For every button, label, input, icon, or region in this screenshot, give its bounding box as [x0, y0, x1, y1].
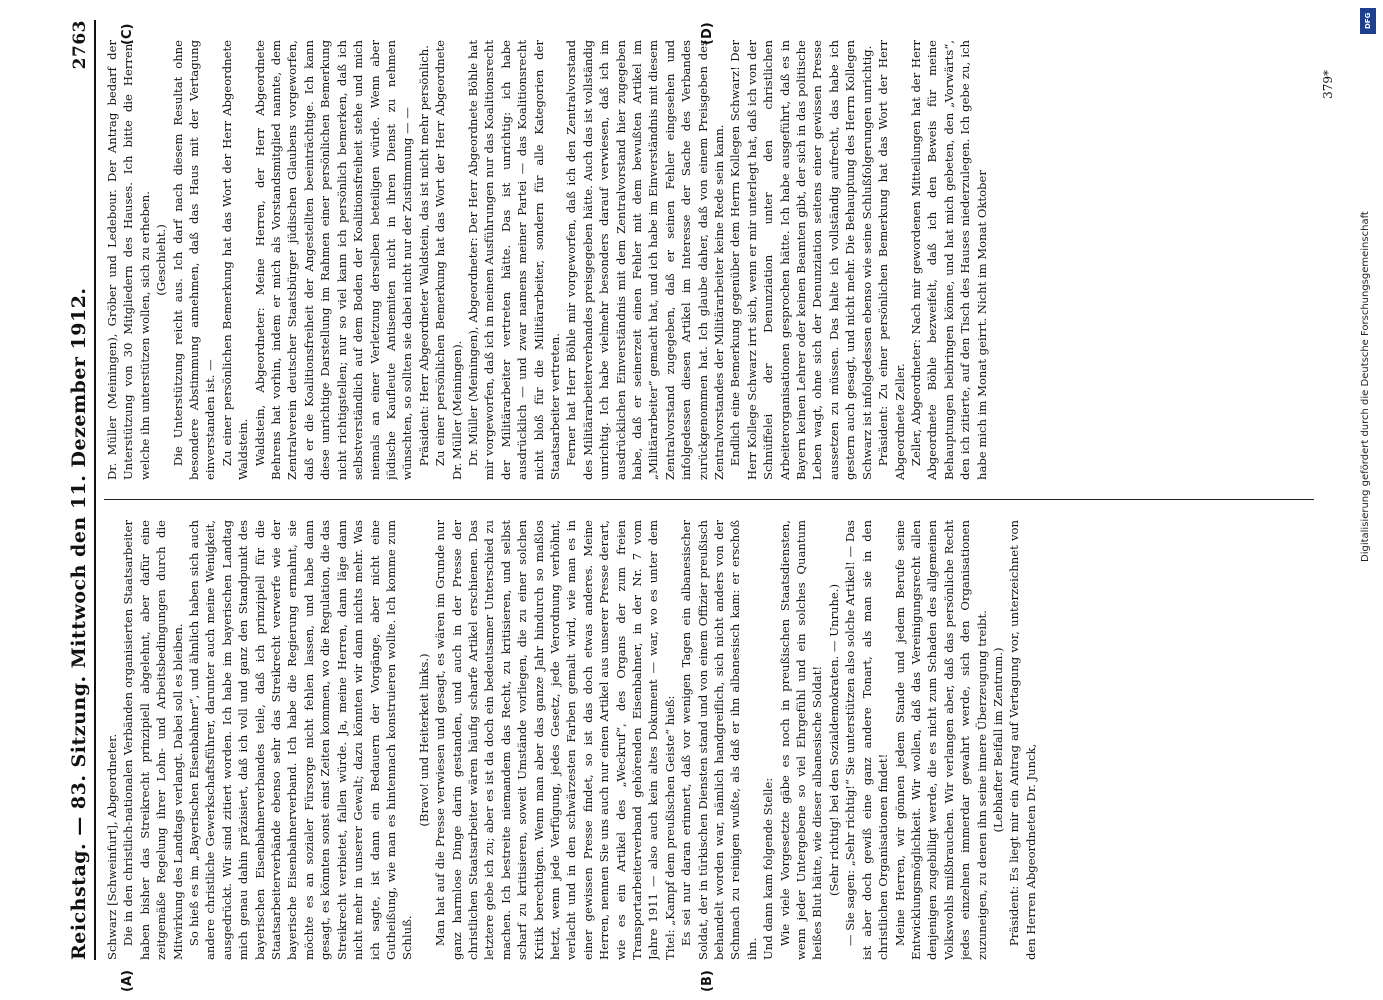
digitization-credit	[1360, 8, 1376, 992]
header-title: Reichstag. — 83. Sitzung. Mittwoch den 11. Dezember 1912.	[68, 287, 90, 960]
paragraph: Man hat auf die Presse verwiesen und gesagt, es wären im Grunde nur ganz harmlose Dinge darin gestanden, und auch in der Presse der christlichen Staatsarbeiter wären häufig scharfe Artikel erschienen. Das letztere gebe ich zu; aber es ist da doch ein bedeutsamer Unterschied zu machen. Ich bestreite niemandem das Recht, zu kritisieren, und selbst scharf zu kritisieren, soweit Umstände vorliegen, die zu einer solchen Kritik berechtigen. Wenn man aber das ganze Jahr hindurch so maßlos hetzt, wenn jede Verfügung, jedes Gesetz, jede Verordnung verhöhnt, verlacht und in den schwärzesten Farben gemalt wird, wie man es in einer gewissen Presse findet, so ist das doch etwas anderes. Meine Herren, nennen Sie uns auch nur einen Artikel aus unserer Presse derart, wie es ein Artikel des „Weckruf“, des Organs der zum freien Transportarbeiterverband gehörenden Eisenbahner, in der Nr. 7 vom Jahre 1911 — also auch kein altes Dokument — war, wo es unter dem Titel: „Kampf dem preußischen Geiste“ hieß:	[433, 520, 677, 960]
paragraph: Meine Herren, wir gönnen jedem Stande und jedem Berufe seine Entwicklungsmöglichkeit. Wir wollen, daß das Vereinigungsrecht allen denjenigen zugebilligt werde, die es nicht zum Schaden des allgemeinen Volkswohls mißbrauchen. Wir verlangen aber, daß das persönliche Recht jedes einzelnen immerdar gewahrt werde, sich den Organisationen zuzuneigen, zu denen ihn seine innere Überzeugung treibt.	[892, 520, 989, 960]
paragraph: Präsident: Zu einer persönlichen Bemerkung hat das Wort der Herr Abgeordnete Zeller.	[876, 40, 907, 480]
paragraph: Zu einer persönlichen Bemerkung hat das Wort der Herr Abgeordnete Waldstein.	[219, 40, 251, 480]
paragraph: Zeller, Abgeordneter: Nach mir gewordenen Mitteilungen hat der Herr Abgeordnete Böhle bezweifelt, daß ich den Beweis für meine Behauptungen beibringen könne, und hat mich gebeten, den „Vorwärts“, den ich zitierte, auf den Tisch des Hauses niederzulegen. Ich gebe zu, ich habe mich im Monat geirrt. Nicht im Monat Oktober	[908, 40, 989, 480]
margin-marker-b: (B)	[700, 970, 715, 992]
dfg-logo-icon: DFG	[1360, 8, 1376, 34]
paragraph: Die Unterstützung reicht aus. Ich darf nach diesem Resultat ohne besondere Abstimmung annehmen, daß das Haus mit der Vertagung einverstanden ist. —	[170, 40, 218, 480]
page-header	[60, 20, 96, 960]
quote: Es sei nur daran erinnert, daß vor wenigen Tagen ein albanesischer Soldat, der in türkischen Diensten stand und von einem Offizier preußisch behandelt worden war, nämlich handgreiflich, sich nicht anders von der Schmach zu reinigen wußte, als daß er ihn albanesisch kam: er erschoß ihn.	[679, 520, 759, 960]
margin-marker-a: (A)	[120, 970, 135, 992]
page-number: 2763	[70, 20, 90, 70]
paragraph: — Sie sagen: „Sehr richtig!“ Sie unterstützen also solche Artikel! — Das ist aber doch gewiß eine ganz andere Tonart, als man sie in den christlichen Organisationen findet!	[843, 520, 891, 960]
interjection: (Sehr richtig! bei den Sozialdemokraten. — Unruhe.)	[826, 584, 841, 896]
credit-text: Digitalisierung gefördert durch die Deutsche Forschungsgemeinschaft	[1360, 211, 1371, 562]
paragraph: Ferner hat Herr Böhle mir vorgeworfen, daß ich den Zentralvorstand des Militärarbeiterverbandes preisgegeben hätte. Auch das ist vollständig unrichtig. Ich habe vielmehr besonders darauf verwiesen, daß ich im ausdrücklichen Einverständnis mit dem Zentralvorstand hier zugegeben habe, daß er seinerzeit einen Fehler mit dem bewußten Artikel im „Militärarbeiter“ gemacht hat, und ich habe im Einverständnis mit diesem Zentralvorstand zugegeben, daß er seinen Fehler eingesehen und infolgedessen diesen Artikel im Interesse der Sache des Verbandes zurückgenommen hat. Ich glaube daher, daß von einem Preisgeben des Zentralvorstandes der Militärarbeiter keine Rede sein kann.	[564, 40, 727, 480]
signature-mark: 379*	[1321, 70, 1335, 99]
paragraph: Endlich eine Bemerkung gegenüber dem Herrn Kollegen Schwarz! Der Herr Kollege Schwarz irrt sich, wenn er mir unterlegt hat, daß ich von der Schnüffelei der Denunziation unter den christlichen Arbeiterorganisationen gesprochen hätte. Ich habe ausgeführt, daß es in Bayern keinen Lehrer oder keinen Beamten gibt, der sich in das politische Leben wagt, ohne sich der Denunziation seitens einer gewissen Presse aussetzen zu müssen. Das halte ich vollständig aufrecht, das habe ich gestern auch gesagt, und nicht mehr. Die Behauptung des Herrn Kollegen Schwarz ist infolgedessen ebenso wie seine Schlußfolgerungen unrichtig.	[728, 40, 874, 480]
paragraph: So hieß es im „Bayerischen Eisenbahner“, und ähnlich haben sich auch andere christliche Gewerkschaftsführer, darunter auch meine Wenigkeit, ausgedrückt. Wir sind zitiert worden. Ich habe im bayerischen Landtag mich genau dahin präzisiert, daß ich voll und ganz den Standpunkt des bayerischen Eisenbahnerverbandes teile, daß ich prinzipiell für die Staatsarbeiterverbände ebenso sehr das Streikrecht verwerfe wie der bayerische Eisenbahnerverband. Ich habe die Regierung ermahnt, sie möchte es an sozialer Fürsorge nicht fehlen lassen, und habe dann gesagt, es könnten sonst einst Zeiten kommen, wo die Regulation, die das Streikrecht verbietet, fallen würde. Ja, meine Herren, dann läge dann nicht mehr in unserer Gewalt; dazu könnten wir dann nichts mehr. Was ich sagte, ist dann ein Bedauern der Vorgänge, aber nicht eine Gutheißung, wie man es hintennach konstruieren wollte. Ich komme zum Schluß.	[187, 520, 415, 960]
paragraph: Die in den christlich-nationalen Verbänden organisierten Staatsarbeiter haben bisher das Streikrecht prinzipiell abgelehnt, aber dafür eine zeitgemäße Regelung ihrer Lohn- und Arbeitsbedingungen durch die Mitwirkung des Landtags verlangt. Dabei soll es bleiben.	[121, 520, 185, 960]
speaker-line: Schwarz [Schweinfurt], Abgeordneter.	[105, 733, 119, 960]
quote: Wie viele Vorgesetzte gäbe es noch in preußischen Staatsdiensten, wenn jeder Untergebene so viel Ehrgefühl und ein solches Quantum heißes Blut hätte, wie dieser albanesische Soldat!	[777, 520, 825, 960]
paragraph: Präsident: Herr Abgeordneter Waldstein, das ist nicht mehr persönlich.	[416, 45, 431, 467]
column-divider	[104, 499, 1314, 500]
paragraph: Waldstein, Abgeordneter: Meine Herren, der Herr Abgeordnete Behrens hat vorhin, indem er mich als Vorstandsmitglied nannte, dem Zentralverein deutscher Staatsbürger jüdischen Glaubens vorgeworfen, daß er die Koalitionsfreiheit der Angestellten beeinträchtige. Ich kann diese unrichtige Darstellung im Rahmen einer persönlichen Bemerkung nicht richtigstellen; nur so viel kann ich persönlich bemerken, daß ich selbstverständlich auf dem Boden der Koalitionsfreiheit stehe und mich niemals an einer Verletzung derselben beteiligen würde. Wenn aber jüdische Kaufleute Antisemiten nicht in ihren Dienst zu nehmen wünschten, so sollten sie dabei nicht nur der Zustimmung — —	[252, 40, 415, 480]
paragraph: Dr. Müller (Meiningen), Gröber und Ledebour. Der Antrag bedarf der Unterstützung von 30 Mitgliedern des Hauses. Ich bitte die Herren, welche ihn unterstützen wollen, sich zu erheben.	[105, 40, 152, 480]
paragraph: Und dann kam folgende Stelle:	[761, 777, 776, 960]
margin-marker-c: (C)	[120, 23, 135, 45]
right-column	[104, 40, 1314, 480]
interjection: (Lebhafter Beifall im Zentrum.)	[990, 647, 1005, 833]
margin-marker-d: (D)	[700, 22, 715, 45]
paragraph: Zu einer persönlichen Bemerkung hat das Wort der Herr Abgeordnete Dr. Müller (Meiningen).	[433, 40, 464, 480]
interjection: (Bravo! und Heiterkeit links.)	[416, 653, 431, 827]
left-column	[104, 520, 1314, 960]
interjection: (Geschieht.)	[154, 224, 169, 296]
paragraph: Dr. Müller (Meiningen), Abgeordneter: Der Herr Abgeordnete Böhle hat mir vorgeworfen, daß ich in meinen Ausführungen nur das Koalitionsrecht der Militärarbeiter vertreten hätte. Das ist unrichtig: ich habe ausdrücklich — und zwar namens meiner Partei — das Koalitionsrecht nicht bloß für die Militärarbeiter, sondern für alle Kategorien der Staatsarbeiter vertreten.	[465, 40, 562, 480]
paragraph: Präsident: Es liegt mir ein Antrag auf Vertagung vor, unterzeichnet von den Herren Abgeordneten Dr. Junck,	[1007, 520, 1038, 960]
